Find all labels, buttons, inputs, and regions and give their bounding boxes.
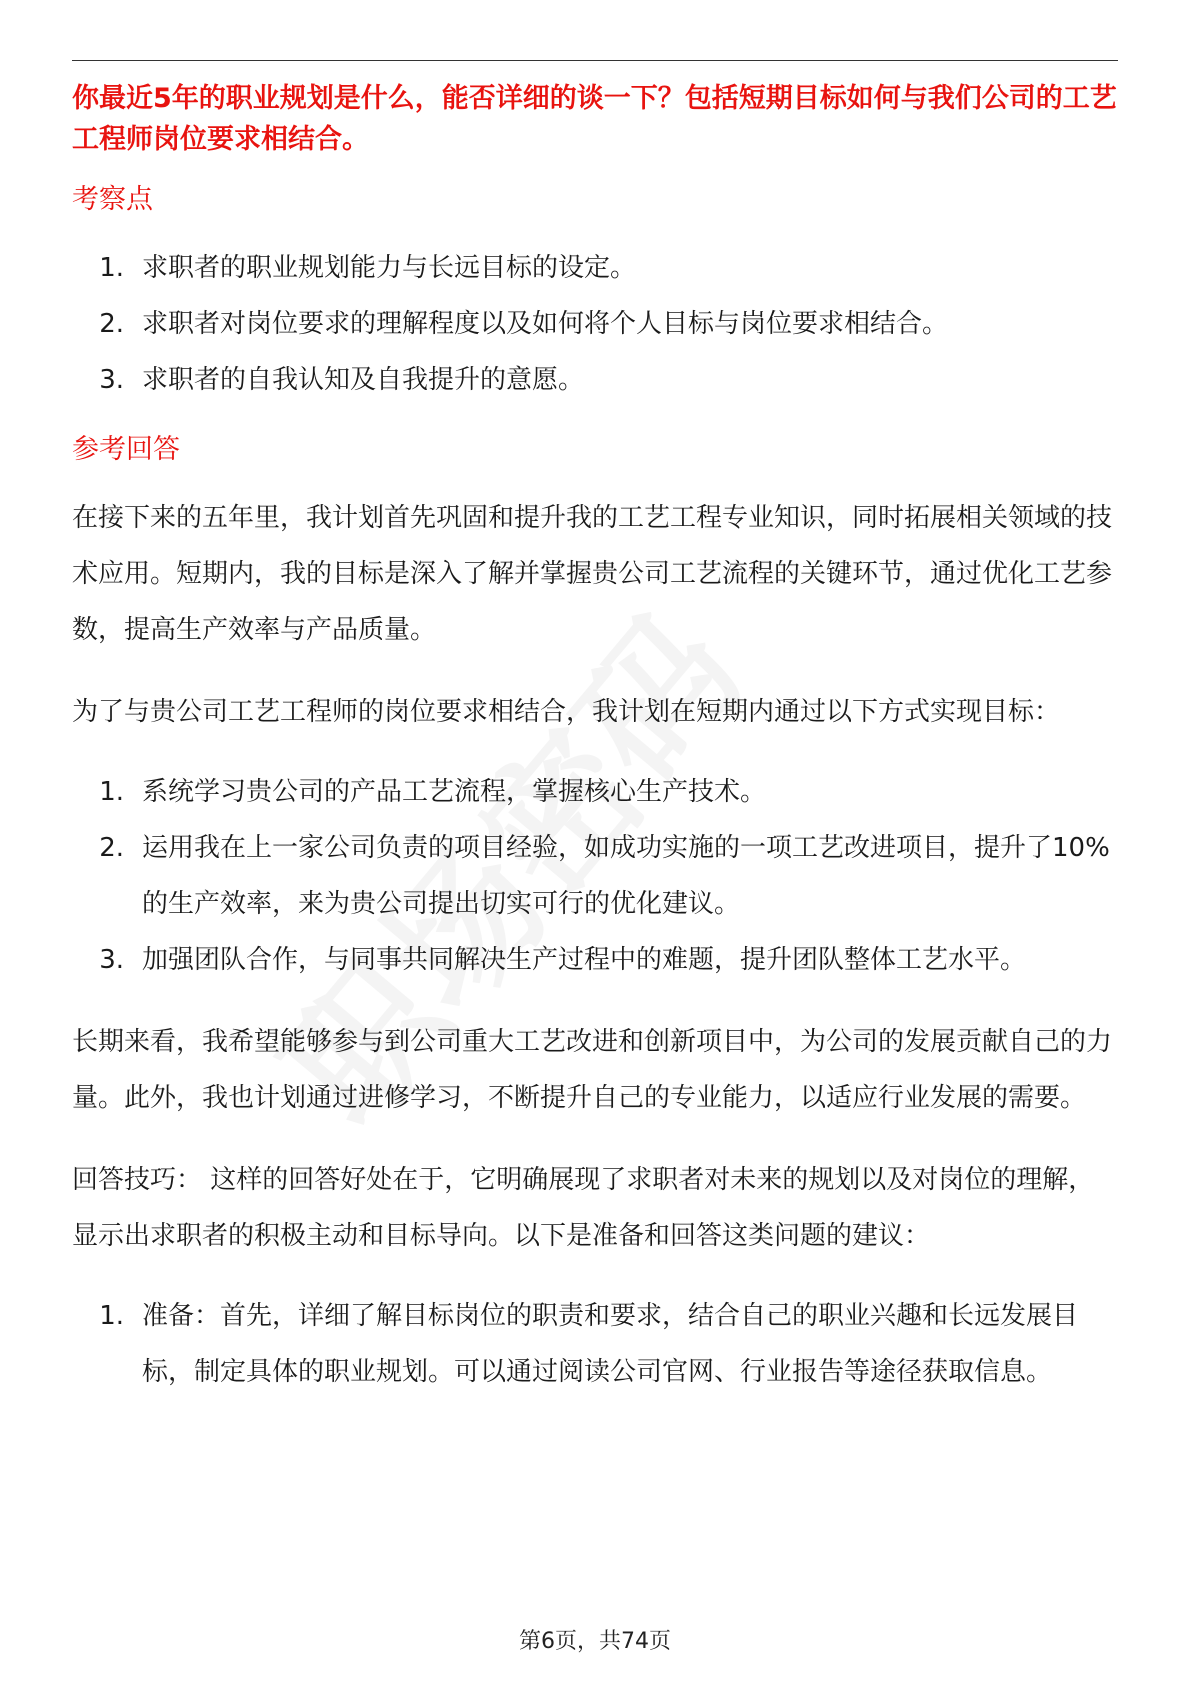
list-text: 系统学习贵公司的产品工艺流程，掌握核心生产技术。 <box>142 777 767 807</box>
question-title: 你最近5年的职业规划是什么，能否详细的谈一下？包括短期目标如何与我们公司的工艺工程师岗位要求相结合。 <box>72 83 1117 155</box>
page-content <box>72 78 1118 1400</box>
list-text: 求职者的自我认知及自我提升的意愿。 <box>142 365 585 395</box>
list-number: 3. <box>99 365 124 395</box>
exam-points-heading: 考察点 <box>72 184 153 215</box>
list-item <box>72 820 1118 932</box>
tips-list <box>72 1288 1118 1400</box>
list-item <box>72 352 1118 408</box>
reference-heading: 参考回答 <box>72 434 180 465</box>
list-text: 运用我在上一家公司负责的项目经验，如成功实施的一项工艺改进项目，提升了10%的生产效率，来为贵公司提出切实可行的优化建议。 <box>142 833 1110 919</box>
list-number: 2. <box>99 309 124 339</box>
list-text: 求职者对岗位要求的理解程度以及如何将个人目标与岗位要求相结合。 <box>142 309 949 339</box>
list-number: 2. <box>99 833 124 863</box>
list-item <box>72 240 1118 296</box>
header-rule <box>72 60 1118 61</box>
reference-paragraph: 为了与贵公司工艺工程师的岗位要求相结合，我计划在短期内通过以下方式实现目标： <box>72 697 1061 727</box>
reference-paragraph: 在接下来的五年里，我计划首先巩固和提升我的工艺工程专业知识，同时拓展相关领域的技术应用。短期内，我的目标是深入了解并掌握贵公司工艺流程的关键环节，通过优化工艺参数，提高生产效率与产品质量。 <box>72 503 1113 645</box>
list-text: 加强团队合作，与同事共同解决生产过程中的难题，提升团队整体工艺水平。 <box>142 945 1027 975</box>
page-footer: 第6页，共74页 <box>519 1629 671 1654</box>
list-item <box>72 932 1118 988</box>
exam-points-list <box>72 240 1118 408</box>
list-number: 1. <box>99 253 124 283</box>
list-item <box>72 296 1118 352</box>
list-number: 1. <box>99 777 124 807</box>
list-item <box>72 764 1118 820</box>
list-item <box>72 1288 1118 1400</box>
list-number: 1. <box>99 1301 124 1331</box>
reference-paragraph: 长期来看，我希望能够参与到公司重大工艺改进和创新项目中，为公司的发展贡献自己的力量。此外，我也计划通过进修学习，不断提升自己的专业能力，以适应行业发展的需要。 <box>72 1027 1113 1113</box>
tips-paragraph: 回答技巧： 这样的回答好处在于，它明确展现了求职者对未来的规划以及对岗位的理解，显示出求职者的积极主动和目标导向。以下是准备和回答这类问题的建议： <box>72 1165 1095 1251</box>
list-number: 3. <box>99 945 124 975</box>
list-text: 准备：首先，详细了解目标岗位的职责和要求，结合自己的职业兴趣和长远发展目标，制定具体的职业规划。可以通过阅读公司官网、行业报告等途径获取信息。 <box>142 1301 1079 1387</box>
plan-list <box>72 764 1118 988</box>
list-text: 求职者的职业规划能力与长远目标的设定。 <box>142 253 637 283</box>
